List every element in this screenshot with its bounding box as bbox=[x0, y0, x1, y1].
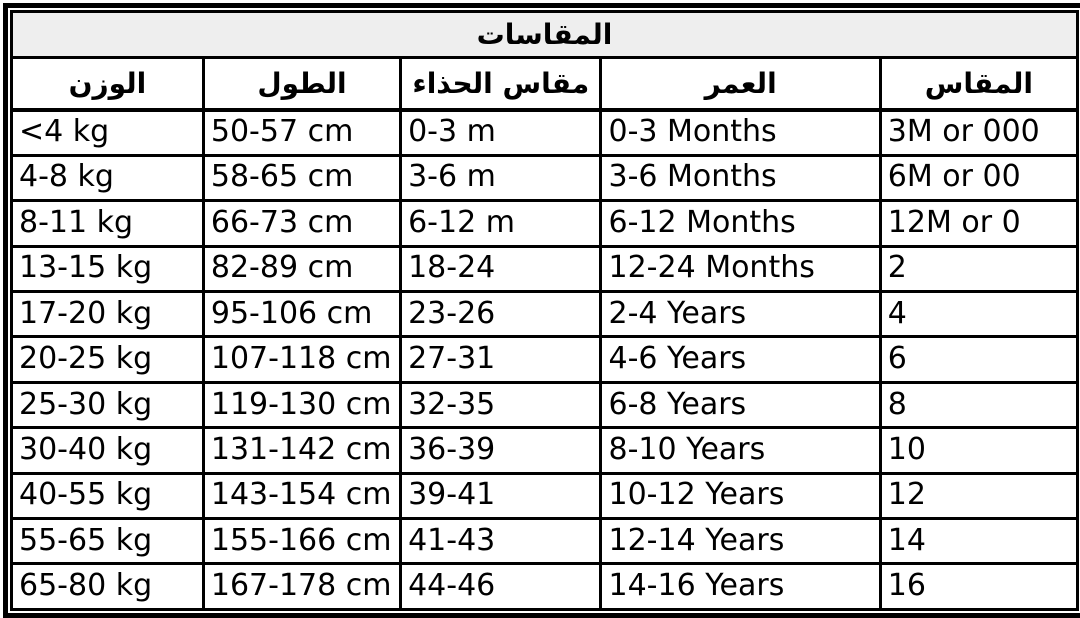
cell-height: 107-118 cm bbox=[203, 337, 400, 382]
cell-size: 10 bbox=[880, 428, 1077, 473]
table-title-row bbox=[12, 12, 1078, 58]
column-header-weight: الوزن bbox=[12, 58, 204, 110]
size-chart-table bbox=[10, 10, 1079, 611]
table-row bbox=[12, 382, 1078, 427]
cell-size: 4 bbox=[880, 292, 1077, 337]
cell-height: 167-178 cm bbox=[203, 564, 400, 610]
cell-weight: 20-25 kg bbox=[12, 337, 204, 382]
cell-shoe-size: 41-43 bbox=[401, 519, 601, 564]
table-row bbox=[12, 201, 1078, 246]
cell-height: 82-89 cm bbox=[203, 246, 400, 291]
table-row bbox=[12, 292, 1078, 337]
column-header-shoe-size: مقاس الحذاء bbox=[401, 58, 601, 110]
table-row bbox=[12, 564, 1078, 610]
cell-shoe-size: 0-3 m bbox=[401, 110, 601, 155]
cell-age: 8-10 Years bbox=[601, 428, 880, 473]
column-header-size: المقاس bbox=[880, 58, 1077, 110]
cell-height: 50-57 cm bbox=[203, 110, 400, 155]
cell-weight: 65-80 kg bbox=[12, 564, 204, 610]
table-row bbox=[12, 155, 1078, 200]
cell-age: 4-6 Years bbox=[601, 337, 880, 382]
cell-weight: 17-20 kg bbox=[12, 292, 204, 337]
table-row bbox=[12, 110, 1078, 155]
cell-age: 0-3 Months bbox=[601, 110, 880, 155]
cell-size: 3M or 000 bbox=[880, 110, 1077, 155]
size-chart-frame bbox=[3, 3, 1080, 618]
cell-shoe-size: 3-6 m bbox=[401, 155, 601, 200]
cell-age: 12-14 Years bbox=[601, 519, 880, 564]
cell-height: 131-142 cm bbox=[203, 428, 400, 473]
cell-age: 6-12 Months bbox=[601, 201, 880, 246]
cell-shoe-size: 18-24 bbox=[401, 246, 601, 291]
column-header-age: العمر bbox=[601, 58, 880, 110]
cell-height: 95-106 cm bbox=[203, 292, 400, 337]
cell-weight: 8-11 kg bbox=[12, 201, 204, 246]
cell-age: 3-6 Months bbox=[601, 155, 880, 200]
cell-size: 6M or 00 bbox=[880, 155, 1077, 200]
cell-size: 8 bbox=[880, 382, 1077, 427]
cell-age: 10-12 Years bbox=[601, 473, 880, 518]
cell-size: 2 bbox=[880, 246, 1077, 291]
cell-weight: 13-15 kg bbox=[12, 246, 204, 291]
cell-weight: 40-55 kg bbox=[12, 473, 204, 518]
cell-weight: 25-30 kg bbox=[12, 382, 204, 427]
table-row bbox=[12, 473, 1078, 518]
cell-height: 143-154 cm bbox=[203, 473, 400, 518]
table-header-row bbox=[12, 58, 1078, 110]
cell-height: 155-166 cm bbox=[203, 519, 400, 564]
cell-shoe-size: 23-26 bbox=[401, 292, 601, 337]
cell-size: 14 bbox=[880, 519, 1077, 564]
cell-shoe-size: 6-12 m bbox=[401, 201, 601, 246]
cell-shoe-size: 32-35 bbox=[401, 382, 601, 427]
cell-height: 58-65 cm bbox=[203, 155, 400, 200]
table-row bbox=[12, 246, 1078, 291]
cell-height: 66-73 cm bbox=[203, 201, 400, 246]
cell-shoe-size: 39-41 bbox=[401, 473, 601, 518]
cell-size: 12M or 0 bbox=[880, 201, 1077, 246]
cell-size: 6 bbox=[880, 337, 1077, 382]
table-row bbox=[12, 337, 1078, 382]
cell-size: 16 bbox=[880, 564, 1077, 610]
cell-weight: 30-40 kg bbox=[12, 428, 204, 473]
cell-height: 119-130 cm bbox=[203, 382, 400, 427]
cell-age: 6-8 Years bbox=[601, 382, 880, 427]
cell-size: 12 bbox=[880, 473, 1077, 518]
cell-age: 14-16 Years bbox=[601, 564, 880, 610]
cell-shoe-size: 36-39 bbox=[401, 428, 601, 473]
table-row bbox=[12, 519, 1078, 564]
cell-age: 12-24 Months bbox=[601, 246, 880, 291]
cell-weight: 55-65 kg bbox=[12, 519, 204, 564]
cell-weight: <4 kg bbox=[12, 110, 204, 155]
cell-age: 2-4 Years bbox=[601, 292, 880, 337]
cell-weight: 4-8 kg bbox=[12, 155, 204, 200]
table-row bbox=[12, 428, 1078, 473]
table-title: المقاسات bbox=[12, 12, 1078, 58]
cell-shoe-size: 27-31 bbox=[401, 337, 601, 382]
cell-shoe-size: 44-46 bbox=[401, 564, 601, 610]
column-header-height: الطول bbox=[203, 58, 400, 110]
